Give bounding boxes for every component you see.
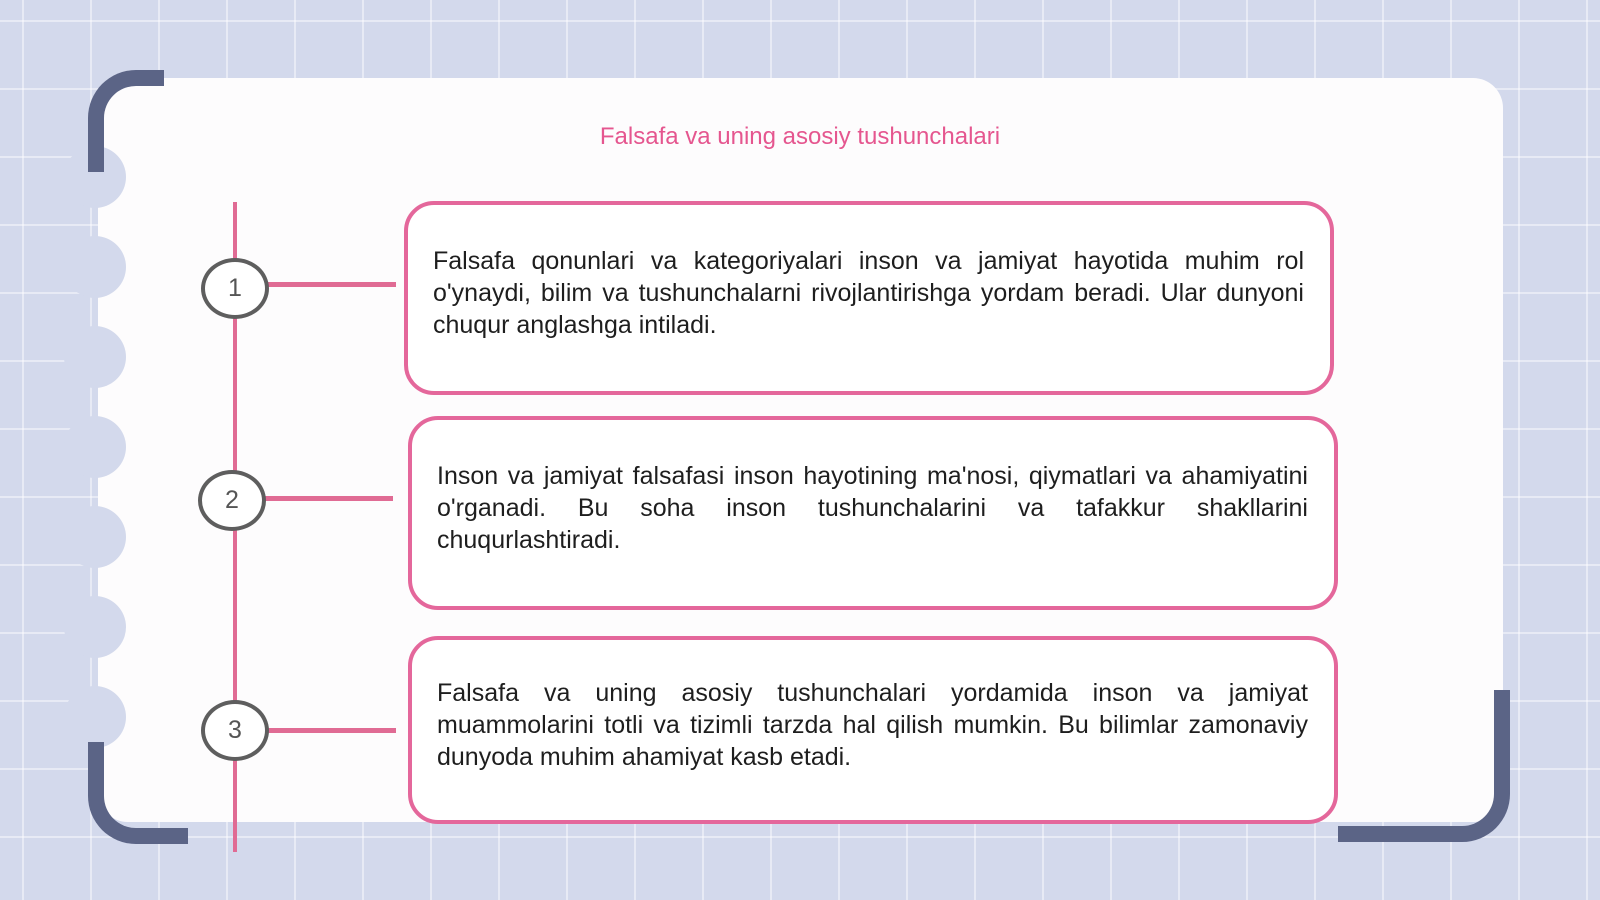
step-number-1: 1 (201, 258, 269, 319)
timeline-connector (261, 496, 393, 501)
paper-scallop (64, 326, 126, 388)
corner-bracket-bottom-right (1338, 690, 1510, 842)
corner-bracket-bottom-left (88, 742, 188, 844)
step-number-3: 3 (201, 700, 269, 761)
step-card-text: Falsafa va uning asosiy tushunchalari yordamida inson va jamiyat muammolarini totli va tizimli tarzda hal qilish mumkin. Bu bilimlar zamonaviy dunyoda muhim ahamiyat kasb etadi. (437, 679, 1308, 771)
step-number-2: 2 (198, 470, 266, 531)
step-card-text: Falsafa qonunlari va kategoriyalari inson va jamiyat hayotida muhim rol o'ynaydi, bilim va tushunchalarni rivojlantirishga yordam beradi. Ular dunyoni chuqur anglashga intiladi. (433, 247, 1304, 339)
paper-scallop (64, 686, 126, 748)
paper-scallop (64, 416, 126, 478)
step-card-2 (408, 416, 1338, 610)
paper-scallop (64, 596, 126, 658)
step-card-3 (408, 636, 1338, 824)
timeline-connector (264, 282, 396, 287)
timeline-connector (264, 728, 396, 733)
step-card-1 (404, 201, 1334, 395)
step-card-text: Inson va jamiyat falsafasi inson hayotining ma'nosi, qiymatlari va ahamiyatini o'rganadi. Bu soha inson tushunchalarini va tafakkur shakllarini chuqurlashtiradi. (437, 462, 1308, 554)
paper-scallop (64, 236, 126, 298)
paper-scallop (64, 506, 126, 568)
slide-title: Falsafa va uning asosiy tushunchalari (599, 123, 1001, 150)
